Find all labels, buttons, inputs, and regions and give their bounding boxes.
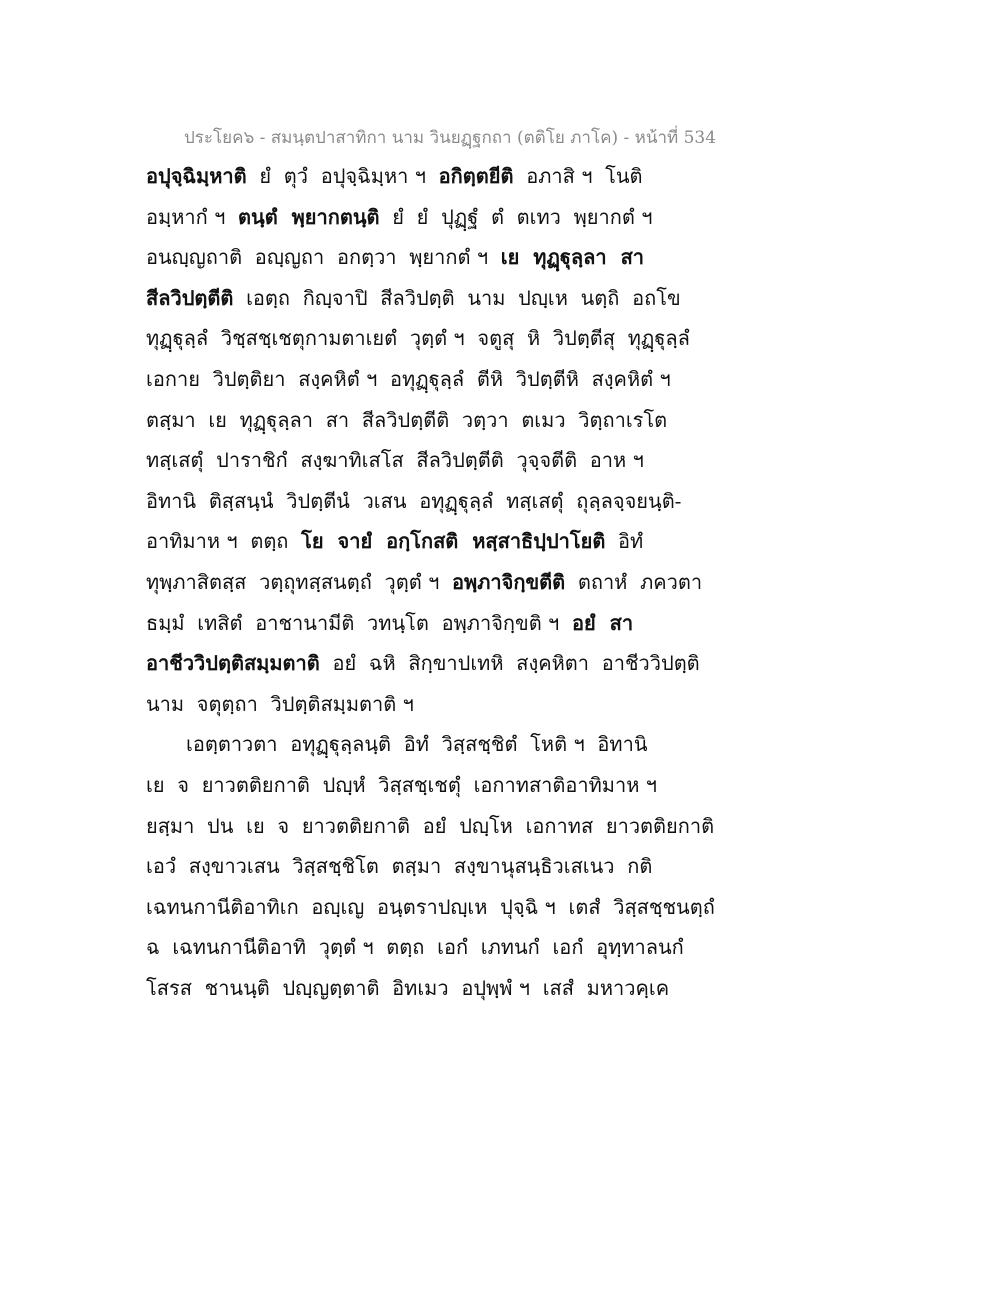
bold-term: อาชีววิปตฺติสมฺมตาติ <box>146 651 320 676</box>
bold-term: อปุจฺฉิมฺหาติ <box>146 164 247 188</box>
text-segment: นาม จตุตฺถา วิปตฺติสมฺมตาติ ฯ <box>146 691 414 716</box>
text-segment: เอวํ สงฺขาวเสน วิสฺสชฺชิโต ตสฺมา สงฺขานุสนฺธิวเสเนว กติ <box>146 854 653 879</box>
text-line <box>146 724 676 765</box>
running-header: ประโยค๖ - สมนฺตปาสาทิกา นาม วินยฏฺฐกถา (ตติโย ภาโค) - หน้าที่ 534 <box>183 128 717 148</box>
text-segment: เอตฺตาวตา อทุฏฺฐุลฺลนฺติ อิทํ วิสฺสชฺชิตํ โหติ ฯ อิทานิ <box>186 732 648 757</box>
text-line <box>146 684 676 725</box>
text-segment: ธมฺมํ เทสิตํ อาชานามีติ วทนฺโต อพฺภาจิกฺขติ ฯ <box>146 610 572 635</box>
text-line <box>146 318 690 359</box>
text-segment: ทสฺเสตุํ ปาราชิกํ สงฺฆาทิเสโส สีลวิปตฺตีติ วุจฺจตีติ อาห ฯ <box>146 448 644 473</box>
bold-term: อกิตฺตยีติ <box>438 164 514 188</box>
bold-term: โย จายํ อกฺโกสติ หสฺสาธิปฺปาโยติ <box>301 529 606 554</box>
bold-term: ตนฺตํ พฺยากตนฺติ <box>238 204 380 229</box>
text-segment: ตสฺมา เย ทุฏฺฐุลฺลา สา สีลวิปตฺตีติ วตฺวา ตเมว วิตฺถาเรโต <box>146 407 668 432</box>
text-line <box>146 156 676 197</box>
text-line <box>146 521 676 562</box>
text-segment: อิทํ <box>605 529 644 554</box>
body-text <box>146 156 715 1008</box>
text-segment: อมฺหากํ ฯ <box>146 204 239 229</box>
text-segment: ฉ เฉทนกานีติอาทิ วุตฺตํ ฯ ตตฺถ เอกํ เภทนกํ เอกํ อุทฺทาลนกํ <box>146 935 684 960</box>
text-line <box>146 237 676 278</box>
bold-term: สีลวิปตฺตีติ <box>146 285 234 310</box>
text-line <box>146 968 676 1009</box>
bold-term: อพฺภาจิกฺขตีติ <box>452 569 566 594</box>
text-segment: อยํ ฉหิ สิกฺขาปเทหิ สงฺคหิตา อาชีววิปตฺติ <box>319 651 700 676</box>
text-segment: อิทานิ ติสฺสนฺนํ วิปตฺตีนํ วเสน อทุฏฺฐุลฺลํ ทสฺเสตุํ ถุลฺลจฺจยนฺติ- <box>146 488 682 513</box>
text-segment: ทุพฺภาสิตสฺส วตฺถุทสฺสนตฺถํ วุตฺตํ ฯ <box>146 569 453 594</box>
text-line <box>146 765 676 806</box>
text-line <box>146 197 676 238</box>
text-segment: เย จ ยาวตติยกาติ ปญฺหํ วิสฺสชฺเชตุํ เอกาทสาติอาทิมาห ฯ <box>146 772 657 797</box>
text-line <box>146 927 684 968</box>
text-segment: ยํ ยํ ปุฏฺฐํ ตํ ตเทว พฺยากตํ ฯ <box>379 204 653 229</box>
bold-term: อยํ สา <box>572 610 634 635</box>
text-line <box>146 359 676 400</box>
text-segment: เอตฺถ กิญฺจาปิ สีลวิปตฺติ นาม ปญฺเห นตฺถิ อถโข <box>233 285 681 310</box>
text-line <box>146 643 700 684</box>
text-line <box>146 806 715 847</box>
text-segment: เฉทนกานีติอาทิเก อญฺเญ อนฺตราปญฺเห ปุจฺฉิ ฯ เตสํ วิสฺสชฺชนตฺถํ <box>146 894 715 919</box>
text-line <box>146 440 676 481</box>
text-segment: ยํ ตุวํ อปุจฺฉิมฺหา ฯ <box>246 164 439 188</box>
text-line <box>146 887 715 928</box>
text-line <box>146 400 676 441</box>
text-line <box>146 278 681 319</box>
bold-term: เย ทุฏฺฐุลฺลา สา <box>500 245 645 270</box>
text-segment: ตถาหํ ภควตา <box>565 569 703 594</box>
text-segment: ทุฏฺฐุลฺลํ วิชฺสชฺเชตุกามตาเยตํ วุตฺตํ ฯ จตูสุ หิ วิปตฺตีสุ ทุฏฺฐุลฺลํ <box>146 326 690 351</box>
text-segment: เอกาย วิปตฺติยา สงฺคหิตํ ฯ อทุฏฺฐุลฺลํ ตีหิ วิปตฺตีหิ สงฺคหิตํ ฯ <box>146 366 671 391</box>
text-line <box>146 846 676 887</box>
text-line <box>146 481 682 522</box>
text-line <box>146 562 703 603</box>
text-line <box>146 603 676 644</box>
text-segment: โสรส ชานนฺติ ปญฺญตฺตาติ อิทเมว อปุพฺพํ ฯ เสสํ มหาวคฺเค <box>146 975 670 1000</box>
text-segment: อนญฺญถาติ อญฺญถา อกตฺวา พฺยากตํ ฯ <box>146 245 501 270</box>
text-segment: ยสฺมา ปน เย จ ยาวตติยกาติ อยํ ปญฺโห เอกาทส ยาวตติยกาติ <box>146 813 715 838</box>
text-segment: อาทิมาห ฯ ตตฺถ <box>146 529 302 554</box>
text-segment: อภาสิ ฯ โนติ <box>513 164 643 188</box>
